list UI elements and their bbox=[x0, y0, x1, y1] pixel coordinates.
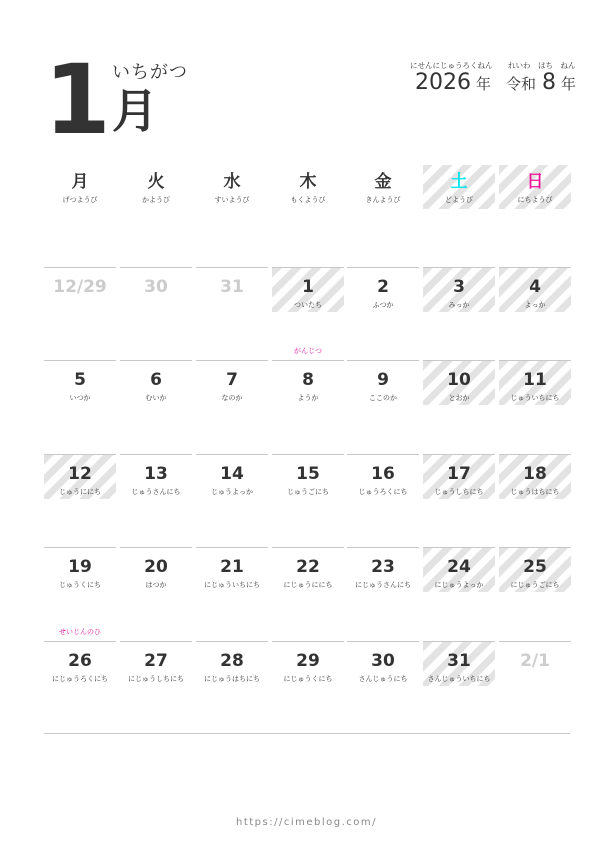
day-cell-header bbox=[120, 642, 192, 686]
day-cell bbox=[499, 454, 571, 546]
day-number: 2 bbox=[377, 277, 389, 297]
day-ruby: にじゅうしちにち bbox=[128, 675, 184, 683]
weekday-kanji: 金 bbox=[374, 172, 392, 192]
day-number: 6 bbox=[150, 370, 162, 390]
day-cell-header bbox=[499, 642, 571, 686]
day-ruby: にじゅうよっか bbox=[434, 581, 484, 589]
weekday-header-2 bbox=[196, 165, 268, 209]
day-cell bbox=[347, 267, 419, 359]
footer-url: https://cimeblog.com/ bbox=[235, 817, 377, 828]
weekday-header-6 bbox=[499, 165, 571, 209]
day-cell-header bbox=[499, 268, 571, 312]
weekday-header-4 bbox=[347, 165, 419, 209]
day-number: 28 bbox=[220, 651, 244, 671]
day-ruby: にじゅうさんにち bbox=[355, 581, 411, 589]
era-name: 令和 bbox=[506, 75, 537, 93]
day-cell bbox=[44, 454, 116, 546]
day-cell bbox=[196, 360, 268, 452]
day-cell-header bbox=[272, 361, 344, 405]
day-cell bbox=[196, 641, 268, 733]
era-unit: 年 bbox=[561, 75, 577, 93]
day-number: 27 bbox=[144, 651, 168, 671]
holiday-label: がんじつ bbox=[294, 347, 322, 355]
day-number: 18 bbox=[523, 464, 547, 484]
weekday-header-5 bbox=[423, 165, 495, 209]
day-ruby: にじゅうごにち bbox=[510, 581, 560, 589]
day-cell-header bbox=[196, 455, 268, 499]
day-number: 23 bbox=[371, 557, 395, 577]
era-number: 8 bbox=[542, 70, 557, 95]
day-number: 5 bbox=[74, 370, 86, 390]
day-cell-header bbox=[347, 361, 419, 405]
day-ruby: じゅうごにち bbox=[287, 488, 329, 496]
day-ruby: ようか bbox=[297, 394, 319, 402]
day-cell bbox=[196, 547, 268, 639]
day-number: 11 bbox=[523, 370, 547, 390]
day-cell-header bbox=[347, 268, 419, 312]
day-number: 9 bbox=[377, 370, 389, 390]
day-number: 17 bbox=[447, 464, 471, 484]
day-number: 4 bbox=[529, 277, 541, 297]
day-cell bbox=[423, 360, 495, 452]
day-cell-header bbox=[120, 361, 192, 405]
month-number: 1 bbox=[44, 44, 109, 156]
day-cell bbox=[120, 360, 192, 452]
day-ruby: にじゅうはちにち bbox=[204, 675, 260, 683]
day-number: 7 bbox=[226, 370, 238, 390]
day-number: 25 bbox=[523, 557, 547, 577]
day-cell bbox=[347, 547, 419, 639]
day-number: 19 bbox=[68, 557, 92, 577]
weekday-kanji: 火 bbox=[147, 172, 165, 192]
day-cell-header bbox=[44, 361, 116, 405]
day-number: 20 bbox=[144, 557, 168, 577]
weekday-ruby: どようび bbox=[445, 196, 473, 204]
day-cell-header bbox=[196, 268, 268, 312]
era-label bbox=[506, 70, 576, 95]
day-ruby: はつか bbox=[145, 581, 167, 589]
day-number: 12 bbox=[68, 464, 92, 484]
day-number: 31 bbox=[220, 277, 244, 297]
day-ruby: さんじゅういちにち bbox=[427, 675, 491, 683]
day-cell-header bbox=[120, 455, 192, 499]
day-cell bbox=[196, 454, 268, 546]
month-kanji: 月 bbox=[112, 84, 158, 138]
day-cell-header bbox=[44, 548, 116, 592]
holiday-label: せいじんのひ bbox=[59, 628, 101, 636]
day-ruby: なのか bbox=[221, 394, 243, 402]
day-cell bbox=[499, 547, 571, 639]
day-ruby: にじゅういちにち bbox=[204, 581, 260, 589]
day-cell bbox=[347, 360, 419, 452]
day-ruby: じゅうはちにち bbox=[510, 488, 560, 496]
day-number: 21 bbox=[220, 557, 244, 577]
day-cell-header bbox=[272, 455, 344, 499]
day-cell-header bbox=[44, 455, 116, 499]
year-number: 2026 bbox=[415, 70, 471, 95]
day-cell bbox=[44, 547, 116, 639]
day-cell-header bbox=[44, 642, 116, 686]
day-cell bbox=[272, 641, 344, 733]
day-cell-header bbox=[272, 268, 344, 312]
day-cell-header bbox=[347, 455, 419, 499]
weekday-kanji: 水 bbox=[223, 172, 241, 192]
day-ruby: みっか bbox=[448, 301, 470, 309]
day-number: 30 bbox=[371, 651, 395, 671]
grid-bottom-border bbox=[44, 733, 570, 734]
weekday-kanji: 木 bbox=[299, 172, 317, 192]
weekday-ruby: きんようび bbox=[365, 196, 401, 204]
day-cell bbox=[423, 547, 495, 639]
day-cell-header bbox=[423, 455, 495, 499]
day-number: 10 bbox=[447, 370, 471, 390]
weekday-ruby: にちようび bbox=[517, 196, 553, 204]
day-ruby: じゅうしちにち bbox=[434, 488, 484, 496]
day-ruby: じゅうさんにち bbox=[131, 488, 181, 496]
day-cell bbox=[347, 454, 419, 546]
era-ruby: れいわ はち ねん bbox=[508, 61, 576, 70]
day-cell-header bbox=[423, 642, 495, 686]
day-cell-header bbox=[423, 361, 495, 405]
weekday-ruby: すいようび bbox=[214, 196, 250, 204]
weekday-header-3 bbox=[272, 165, 344, 209]
day-cell-header bbox=[347, 642, 419, 686]
day-cell-header bbox=[423, 548, 495, 592]
day-cell bbox=[272, 547, 344, 639]
day-ruby: ふつか bbox=[372, 301, 394, 309]
day-cell bbox=[120, 267, 192, 359]
day-cell bbox=[196, 267, 268, 359]
weekday-ruby: かようび bbox=[142, 196, 170, 204]
day-cell-header bbox=[499, 455, 571, 499]
day-cell bbox=[347, 641, 419, 733]
weekday-ruby: もくようび bbox=[290, 196, 326, 204]
day-cell-header bbox=[196, 548, 268, 592]
day-ruby: とおか bbox=[448, 394, 470, 402]
day-cell-header bbox=[44, 268, 116, 312]
day-number: 24 bbox=[447, 557, 471, 577]
weekday-kanji: 土 bbox=[450, 172, 468, 192]
day-ruby: じゅうににち bbox=[59, 488, 101, 496]
day-number: 12/29 bbox=[53, 277, 107, 297]
day-number: 22 bbox=[296, 557, 320, 577]
day-cell-header bbox=[347, 548, 419, 592]
day-cell bbox=[423, 454, 495, 546]
day-number: 26 bbox=[68, 651, 92, 671]
day-ruby: ここのか bbox=[369, 394, 397, 402]
day-cell-header bbox=[272, 642, 344, 686]
day-ruby: にじゅうににち bbox=[283, 581, 333, 589]
weekday-header-1 bbox=[120, 165, 192, 209]
day-cell bbox=[423, 641, 495, 733]
day-ruby: じゅうよっか bbox=[211, 488, 253, 496]
day-number: 14 bbox=[220, 464, 244, 484]
day-ruby: いつか bbox=[69, 394, 91, 402]
day-cell bbox=[423, 267, 495, 359]
day-number: 30 bbox=[144, 277, 168, 297]
day-cell bbox=[44, 267, 116, 359]
day-cell-header bbox=[120, 268, 192, 312]
day-ruby: ついたち bbox=[294, 301, 322, 309]
year-unit: 年 bbox=[476, 75, 492, 93]
weekday-ruby: げつようび bbox=[62, 196, 98, 204]
day-ruby: じゅういちにち bbox=[510, 394, 560, 402]
year-label bbox=[415, 70, 491, 95]
day-number: 16 bbox=[371, 464, 395, 484]
day-cell bbox=[44, 360, 116, 452]
day-cell bbox=[499, 360, 571, 452]
day-number: 1 bbox=[302, 277, 314, 297]
day-number: 13 bbox=[144, 464, 168, 484]
weekday-kanji: 月 bbox=[71, 172, 89, 192]
day-cell-header bbox=[120, 548, 192, 592]
day-cell bbox=[120, 547, 192, 639]
day-cell-header bbox=[499, 361, 571, 405]
day-ruby: むいか bbox=[145, 394, 167, 402]
day-cell-header bbox=[499, 548, 571, 592]
day-cell bbox=[499, 641, 571, 733]
day-cell bbox=[120, 454, 192, 546]
day-ruby: にじゅうくにち bbox=[283, 675, 333, 683]
day-number: 2/1 bbox=[520, 651, 550, 671]
day-number: 8 bbox=[302, 370, 314, 390]
day-cell-header bbox=[196, 642, 268, 686]
day-ruby: さんじゅうにち bbox=[358, 675, 408, 683]
day-number: 3 bbox=[453, 277, 465, 297]
day-cell-header bbox=[272, 548, 344, 592]
day-cell bbox=[499, 267, 571, 359]
month-ruby: いちがつ bbox=[112, 62, 188, 83]
day-ruby: じゅうろくにち bbox=[358, 488, 408, 496]
weekday-header-0 bbox=[44, 165, 116, 209]
day-ruby: よっか bbox=[524, 301, 546, 309]
day-number: 15 bbox=[296, 464, 320, 484]
day-cell bbox=[44, 641, 116, 733]
day-ruby: じゅうくにち bbox=[59, 581, 101, 589]
year-ruby: にせんにじゅうろくねん bbox=[410, 61, 493, 70]
day-cell bbox=[120, 641, 192, 733]
day-number: 29 bbox=[296, 651, 320, 671]
weekday-kanji: 日 bbox=[526, 172, 544, 192]
day-cell-header bbox=[423, 268, 495, 312]
day-cell bbox=[272, 360, 344, 452]
day-cell bbox=[272, 454, 344, 546]
day-ruby: にじゅうろくにち bbox=[52, 675, 108, 683]
day-cell-header bbox=[196, 361, 268, 405]
day-number: 31 bbox=[447, 651, 471, 671]
